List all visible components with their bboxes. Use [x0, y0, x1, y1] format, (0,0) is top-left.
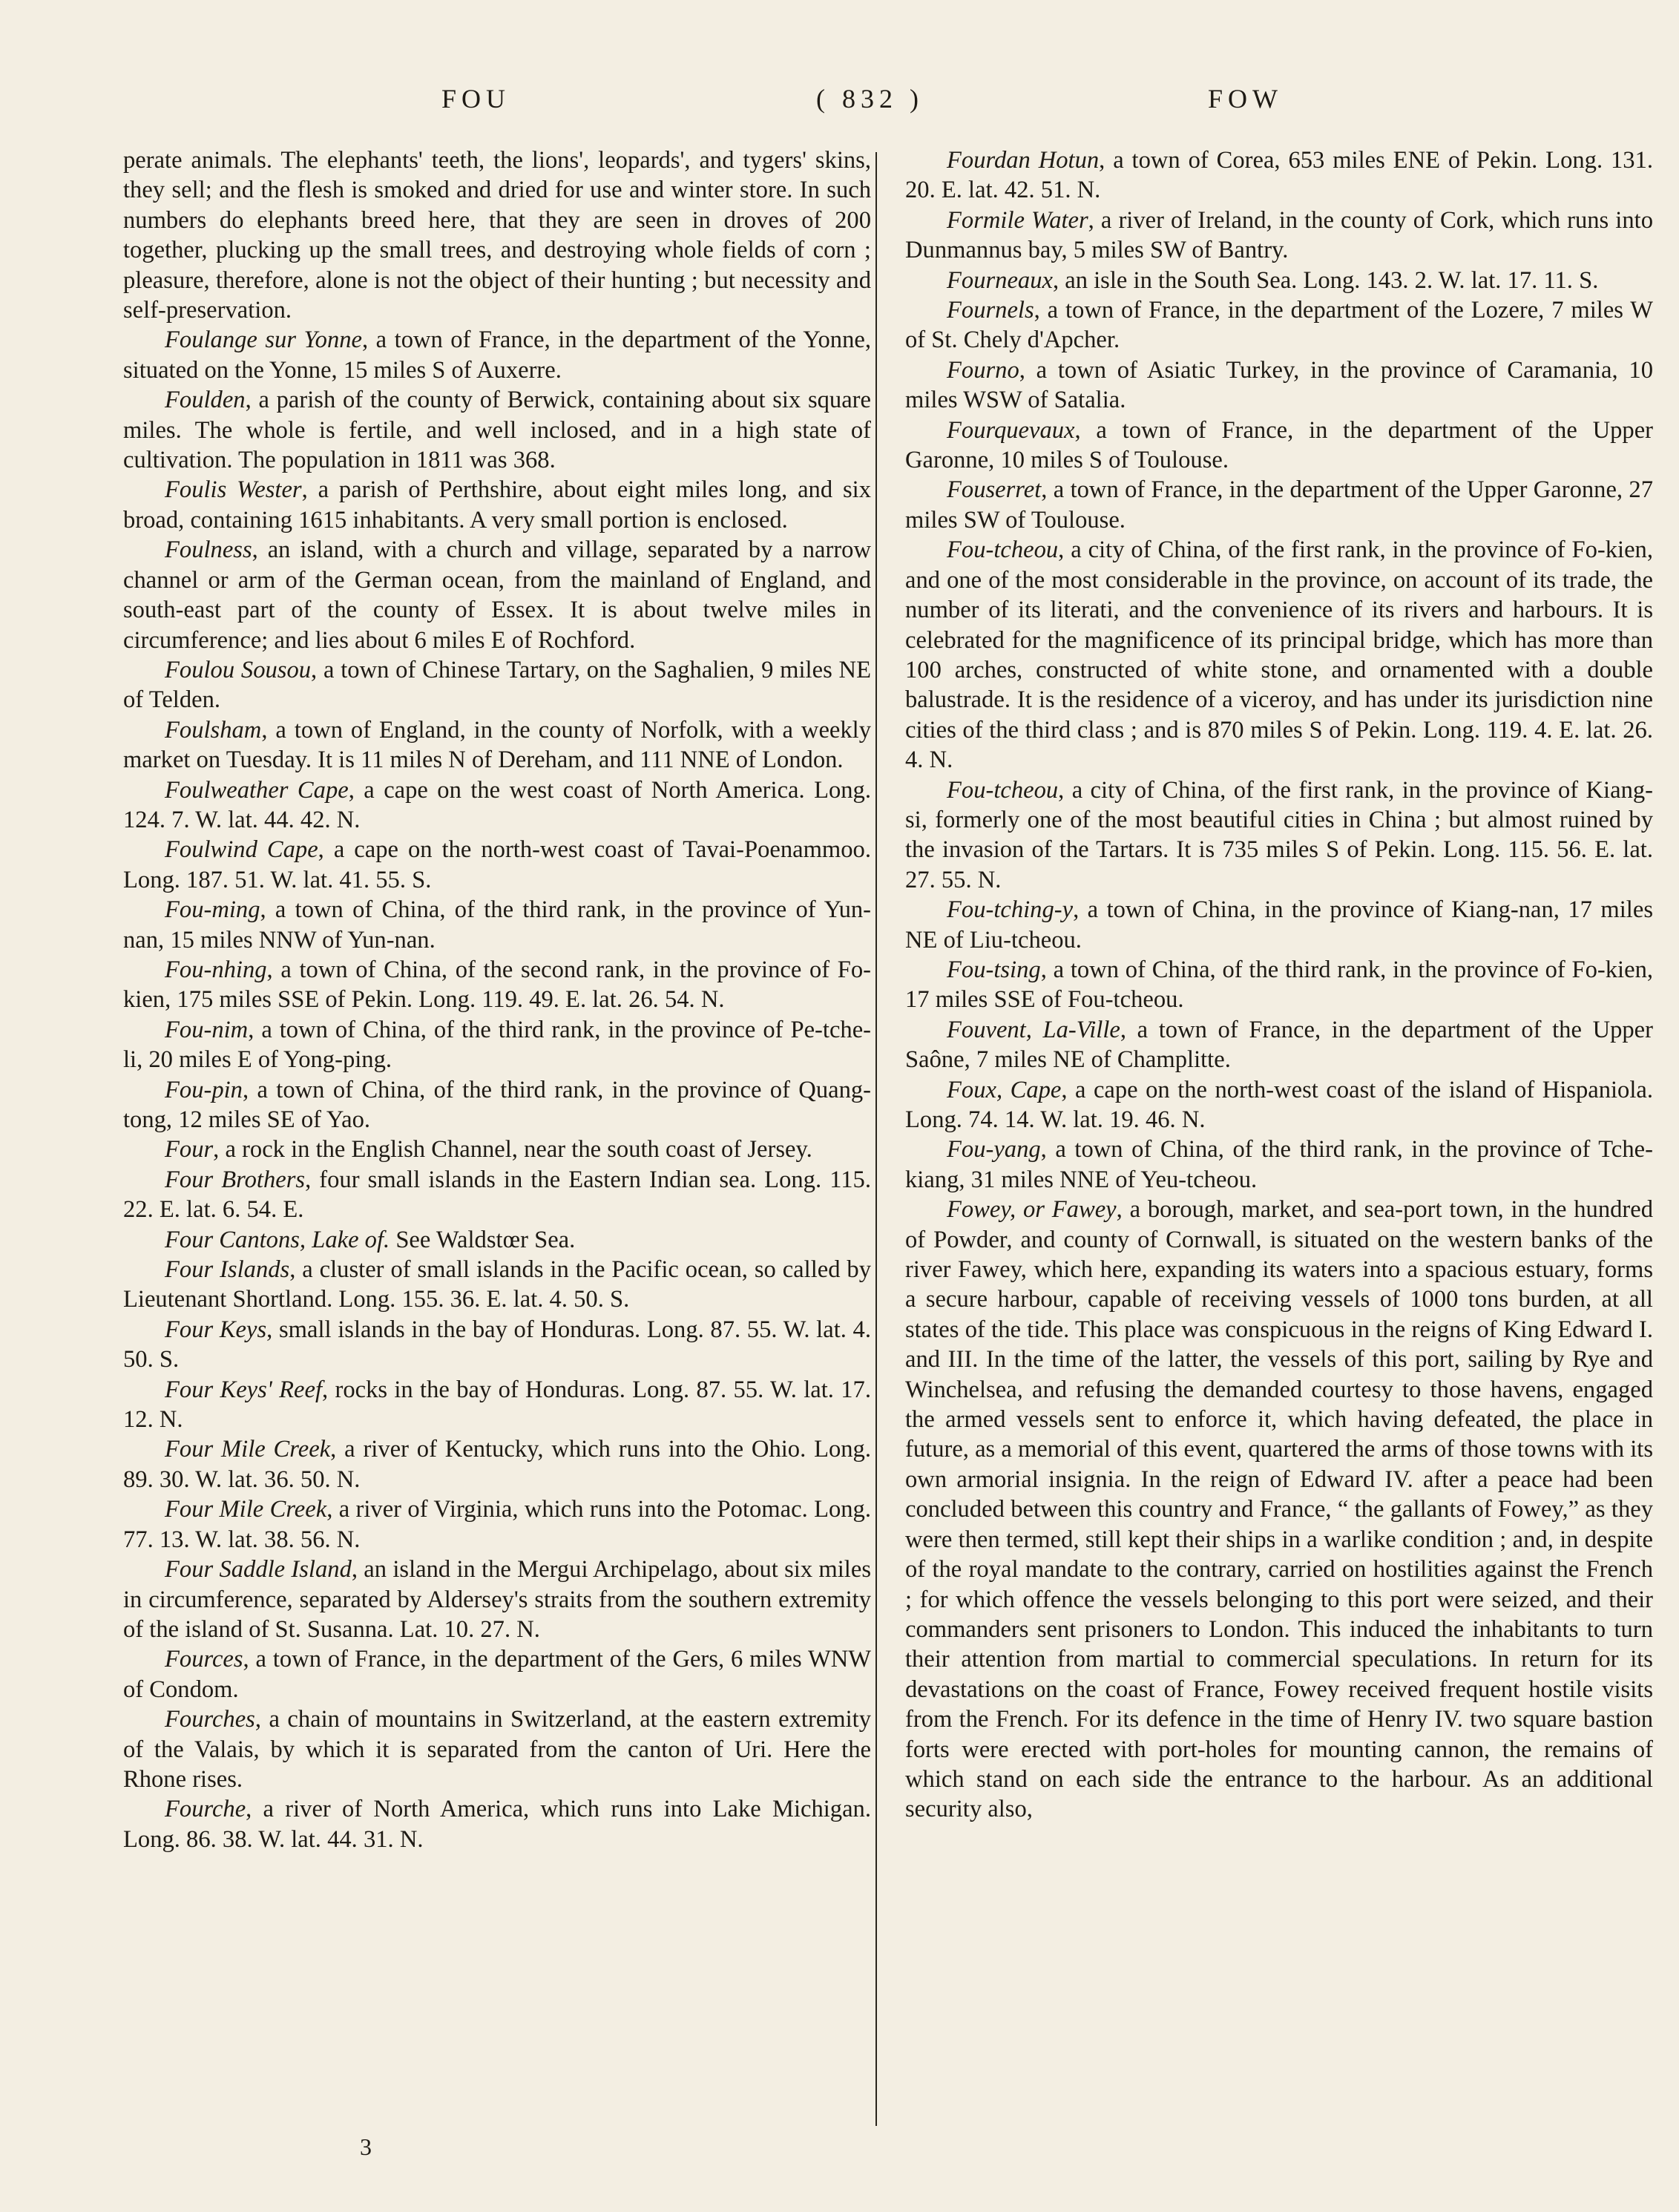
entry-term: Formile Water — [947, 206, 1088, 234]
entry-term: Fou-ming — [165, 896, 260, 924]
gazetteer-entry — [905, 1195, 1653, 1825]
entry-term: Fouvent, La-Ville — [947, 1016, 1120, 1043]
entry-term: Four Keys' Reef — [165, 1376, 322, 1403]
gazetteer-entry — [905, 895, 1653, 955]
entry-text: , a town of China, of the third rank, in the province of Tche-kiang, 31 miles NNE of Yeu-tcheou. — [905, 1136, 1653, 1193]
gazetteer-entry — [123, 835, 871, 895]
gazetteer-entry — [123, 1075, 871, 1135]
entry-text: , small islands in the bay of Honduras. Long. 87. 55. W. lat. 4. 50. S. — [123, 1316, 871, 1374]
entry-text: , a town of France, in the department of the Upper Garonne, 27 miles SW of Toulouse. — [905, 476, 1653, 534]
entry-text: , a town of France, in the department of the Yonne, situated on the Yonne, 15 miles S of Auxerre. — [123, 326, 871, 384]
entry-term: Fourche — [165, 1796, 246, 1823]
entry-term: Fou-yang — [947, 1136, 1041, 1164]
gazetteer-entry — [123, 1434, 871, 1494]
gazetteer-entry — [123, 145, 871, 325]
entry-term: Fou-nhing — [165, 956, 267, 983]
gazetteer-entry — [123, 1644, 871, 1704]
entry-term: Fowey, or Fawey — [947, 1196, 1117, 1224]
gazetteer-entry — [123, 1135, 871, 1164]
right-column — [905, 145, 1653, 1825]
gazetteer-entry — [905, 1135, 1653, 1195]
gazetteer-entry — [123, 655, 871, 715]
header-right-guide: FOW — [1208, 84, 1283, 114]
gazetteer-entry — [905, 416, 1653, 476]
entry-text: , a town of Chinese Tartary, on the Saghalien, 9 miles NE of Telden. — [123, 656, 871, 714]
entry-term: Foulsham — [165, 716, 262, 744]
entry-text: , an isle in the South Sea. Long. 143. 2. W. lat. 17. 11. S. — [1052, 266, 1599, 294]
gazetteer-entry — [123, 955, 871, 1015]
entry-term: Fou-tsing — [947, 956, 1041, 983]
gazetteer-entry — [123, 1255, 871, 1315]
page-number: ( 832 ) — [816, 84, 924, 114]
gazetteer-entry — [123, 475, 871, 535]
column-divider — [875, 152, 877, 2126]
gazetteer-entry — [123, 895, 871, 955]
entry-text: , a town of China, in the province of Kiang-nan, 17 miles NE of Liu-tcheou. — [905, 896, 1653, 954]
entry-term: Fournels — [947, 297, 1034, 324]
entry-term: Fou-tching-y — [947, 896, 1074, 924]
header-left-guide: FOU — [441, 84, 511, 114]
signature-mark: 3 — [360, 2133, 372, 2160]
entry-text: , a town of China, of the third rank, in the province of Yun-nan, 15 miles NNW of Yun-nan. — [123, 896, 871, 954]
entry-text: , a town of China, of the third rank, in the province of Fo-kien, 17 miles SSE of Fou-tcheou. — [905, 956, 1653, 1014]
entry-text: , a parish of Perthshire, about eight miles long, and six broad, containing 1615 inhabitants. A very small portion is enclosed. — [123, 476, 871, 534]
entry-text: , a cape on the north-west coast of Tavai-Poenammoo. Long. 187. 51. W. lat. 41. 55. S. — [123, 836, 871, 893]
entry-term: Fouserret — [947, 476, 1042, 504]
entry-text: , an island in the Mergui Archipelago, about six miles in circumference, separated by Aldersey's straits from the southern extremity of the island of St. Susanna. Lat. 10. 27. N. — [123, 1556, 871, 1643]
gazetteer-entry — [123, 715, 871, 775]
entry-text: , a town of China, of the third rank, in the province of Quang-tong, 12 miles SE of Yao. — [123, 1076, 871, 1133]
entry-term: Foulwind Cape — [165, 836, 318, 864]
left-column — [123, 145, 871, 1854]
entry-term: Fourquevaux — [947, 416, 1075, 444]
entry-text: , a rock in the English Channel, near the south coast of Jersey. — [213, 1136, 812, 1164]
entry-text: , a chain of mountains in Switzerland, at the eastern extremity of the Valais, by which it is separated from the canton of Uri. Here the Rhone rises. — [123, 1706, 871, 1793]
gazetteer-entry — [905, 1015, 1653, 1075]
entry-term: Foulange sur Yonne — [165, 326, 362, 354]
entry-text: , a town of France, in the department of the Upper Garonne, 10 miles S of Toulouse. — [905, 416, 1653, 474]
entry-term: Four Saddle Island — [165, 1556, 352, 1583]
entry-text: , rocks in the bay of Honduras. Long. 87. 55. W. lat. 17. 12. N. — [123, 1376, 871, 1434]
entry-term: Fourneaux — [947, 266, 1053, 294]
entry-term: Fou-nim — [165, 1016, 249, 1043]
entry-term: Foux, Cape — [947, 1076, 1062, 1103]
entry-term: Four Keys — [165, 1316, 267, 1343]
entry-text: , a town of Corea, 653 miles ENE of Pekin. Long. 131. 20. E. lat. 42. 51. N. — [905, 147, 1653, 204]
entry-text: , a borough, market, and sea-port town, in the hundred of Powder, and county of Cornwall, is situated on the western banks of the river Fawey, which here, expanding its waters into a spacious estuary, forms a secure harbour, capable of receiving vessels of 1000 tons burden, at all states of the tide. This place was conspicuous in the reigns of King Edward I. and III. In the time of the latter, the vessels of this port, sailing by Rye and Winchelsea, and refusing the demanded courtesy to those havens, engaged the armed vessels sent to enforce it, which having defeated, the place in future, as a memorial of this event, quartered the arms of those towns with its own armorial insignia. In the reign of Edward IV. after a peace had been concluded between this country and France, “ the gallants of Fowey,” as they were then termed, still kept their ships in a warlike condition ; and, in despite of the royal mandate to the contrary, carried on hostilities against the French ; for which offence the vessels belonging to this port were seized, and their commanders sent prisoners to London. This induced the inhabitants to turn their attention from martial to commercial speculations. In return for its devastations on the coast of France, Fowey received frequent hostile visits from the French. For its defence in the time of Henry IV. two square bastion forts were erected with port-holes for mounting cannon, the remains of which stand on each side the entrance to the harbour. As an additional security also, — [905, 1196, 1654, 1823]
entry-term: Four Brothers — [165, 1166, 306, 1193]
entry-text: , a town of China, of the third rank, in the province of Pe-tche-li, 20 miles E of Yong-ping. — [123, 1016, 871, 1074]
entry-term: Four Cantons, Lake of. — [165, 1226, 390, 1253]
running-header — [111, 83, 1588, 128]
entry-term: Four Mile Creek — [165, 1496, 327, 1523]
gazetteer-entry — [123, 1375, 871, 1435]
entry-term: Fou-tcheou — [947, 536, 1059, 564]
entry-term: Four Mile Creek — [165, 1436, 331, 1463]
gazetteer-entry — [905, 355, 1653, 416]
entry-term: Foulden — [165, 387, 246, 414]
entry-text: perate animals. The elephants' teeth, the lions', leopards', and tygers' skins, they sell; and the flesh is smoked and dried for use and winter store. In such numbers do elephants breed here, that they are seen in droves of 200 together, plucking up the small trees, and destroying whole fields of corn ; pleasure, therefore, alone is not the object of their hunting ; but necessity and self-preservation. — [123, 147, 871, 324]
entry-text: , a parish of the county of Berwick, containing about six square miles. The whole is fertile, and well inclosed, and in a high state of cultivation. The population in 1811 was 368. — [123, 387, 871, 474]
entry-term: Fourches — [165, 1706, 255, 1733]
gazetteer-entry — [123, 1794, 871, 1854]
gazetteer-entry — [123, 1225, 871, 1255]
entry-term: Four Islands — [165, 1256, 290, 1284]
gazetteer-entry — [905, 206, 1653, 266]
entry-term: Fourdan Hotun — [947, 147, 1100, 174]
entry-text: , a town of Asiatic Turkey, in the province of Caramania, 10 miles WSW of Satalia. — [905, 356, 1653, 414]
entry-text: , a town of China, of the second rank, in the province of Fo-kien, 175 miles SSE of Pekin. Long. 119. 49. E. lat. 26. 54. N. — [123, 956, 871, 1014]
entry-term: Fou-tcheou — [947, 776, 1059, 804]
entry-text: , a river of Ireland, in the county of Cork, which runs into Dunmannus bay, 5 miles SW of Bantry. — [905, 206, 1653, 264]
gazetteer-entry — [905, 475, 1653, 535]
entry-text: , a river of Kentucky, which runs into the Ohio. Long. 89. 30. W. lat. 36. 50. N. — [123, 1436, 871, 1493]
gazetteer-entry — [905, 1075, 1653, 1135]
gazetteer-entry — [905, 775, 1653, 896]
entry-term: Four — [165, 1136, 214, 1164]
entry-text: , a town of France, in the department of the Lozere, 7 miles W of St. Chely d'Apcher. — [905, 297, 1653, 354]
gazetteer-entry — [123, 775, 871, 836]
entry-term: Fourno — [947, 356, 1019, 384]
entry-text: , an island, with a church and village, separated by a narrow channel or arm of the German ocean, from the mainland of England, and south-east part of the county of Essex. It is about twelve miles in circumference; and lies about 6 miles E of Rochford. — [123, 536, 871, 654]
entry-text: , a city of China, of the first rank, in the province of Kiang-si, formerly one of the most beautiful cities in China ; but almost ruined by the invasion of the Tartars. It is 735 miles S of Pekin. Long. 115. 56. E. lat. 27. 55. N. — [905, 776, 1653, 893]
entry-text: , a city of China, of the first rank, in the province of Fo-kien, and one of the most considerable in the province, on account of its trade, the number of its literati, and the convenience of its rivers and harbours. It is celebrated for the magnificence of its principal bridge, which has more than 100 arches, constructed of white stone, and ornamented with a double balustrade. It is the residence of a viceroy, and has under its jurisdiction nine cities of the third class ; and is 870 miles S of Pekin. Long. 119. 4. E. lat. 26. 4. N. — [905, 536, 1653, 774]
gazetteer-entry — [905, 535, 1653, 775]
gazetteer-entry — [123, 1494, 871, 1555]
gazetteer-entry — [123, 325, 871, 385]
gazetteer-entry — [905, 955, 1653, 1015]
entry-text: , a river of North America, which runs into Lake Michigan. Long. 86. 38. W. lat. 44. 31. N. — [123, 1796, 871, 1853]
gazetteer-entry — [905, 295, 1653, 355]
gazetteer-entry — [123, 1315, 871, 1375]
entry-text: , a cluster of small islands in the Pacific ocean, so called by Lieutenant Shortland. Long. 155. 36. E. lat. 4. 50. S. — [123, 1256, 871, 1313]
entry-text: , a town of England, in the county of Norfolk, with a weekly market on Tuesday. It is 11 miles N of Dereham, and 111 NNE of London. — [123, 716, 871, 774]
entry-text: See Waldstœr Sea. — [390, 1226, 576, 1253]
entry-text: , a cape on the west coast of North America. Long. 124. 7. W. lat. 44. 42. N. — [123, 776, 871, 833]
entry-term: Foulou Sousou — [165, 656, 312, 683]
entry-text: , four small islands in the Eastern Indian sea. Long. 115. 22. E. lat. 6. 54. E. — [123, 1166, 871, 1224]
entry-term: Foulis Wester — [165, 476, 302, 504]
gazetteer-entry — [123, 1015, 871, 1075]
gazetteer-entry — [123, 385, 871, 475]
gazetteer-entry — [905, 266, 1653, 295]
entry-term: Foulness — [165, 536, 252, 564]
gazetteer-entry — [123, 535, 871, 655]
entry-text: , a town of France, in the department of the Upper Saône, 7 miles NE of Champlitte. — [905, 1016, 1653, 1074]
entry-term: Fources — [165, 1646, 243, 1673]
entry-text: , a river of Virginia, which runs into the Potomac. Long. 77. 13. W. lat. 38. 56. N. — [123, 1496, 871, 1553]
entry-text: , a cape on the north-west coast of the island of Hispaniola. Long. 74. 14. W. lat. 19. 46. N. — [905, 1076, 1653, 1133]
gazetteer-entry — [123, 1704, 871, 1794]
gazetteer-entry — [123, 1555, 871, 1644]
entry-term: Fou-pin — [165, 1076, 243, 1103]
entry-text: , a town of France, in the department of the Gers, 6 miles WNW of Condom. — [123, 1646, 871, 1703]
gazetteer-entry — [905, 145, 1653, 206]
entry-term: Foulweather Cape — [165, 776, 349, 804]
gazetteer-entry — [123, 1165, 871, 1225]
